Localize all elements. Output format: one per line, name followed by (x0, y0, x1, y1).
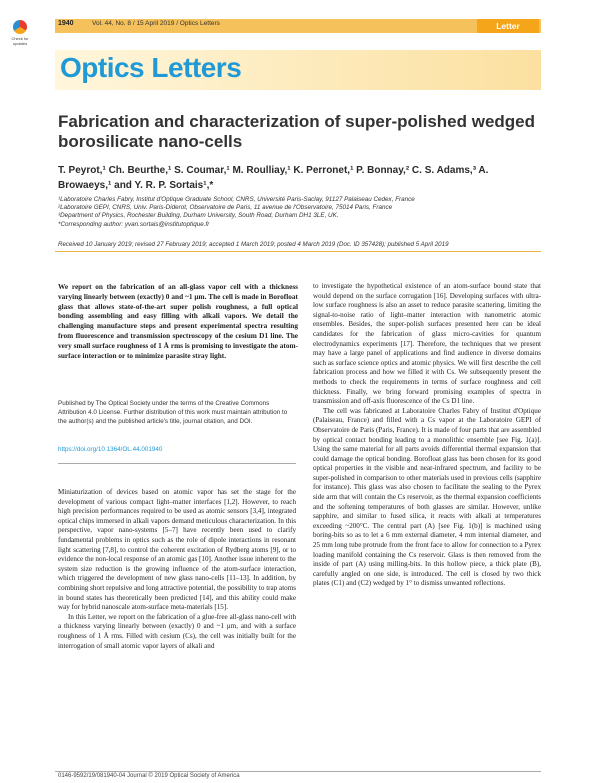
crossmark-text: Check for updates (11, 36, 29, 46)
license-text: Published by The Optical Society under the terms of the Creative Commons Attribution 4.0 License. Further distribution of this work must maintain attribution to the author(s) and the published article's title, journal citation, and DOI. (58, 400, 288, 425)
article-title: Fabrication and characterization of super-polished wedged borosilicate nano-cells (58, 112, 536, 151)
author-list: T. Peyrot,¹ Ch. Beurthe,¹ S. Coumar,¹ M. Roulliay,¹ K. Perronet,¹ P. Bonnay,² C. S. Adams,³ A. Browaeys,¹ and Y. R. P. Sortais¹,* (58, 165, 489, 191)
crossmark-icon (13, 20, 27, 34)
received-dates: Received 10 January 2019; revised 27 February 2019; accepted 1 March 2019; posted 4 March 2019 (Doc. ID 357428); published 5 April 2019 (58, 241, 449, 248)
abstract-divider (58, 463, 296, 464)
journal-name: Optics Letters (60, 52, 242, 83)
right-column-body (313, 282, 541, 589)
abstract: We report on the fabrication of an all-glass vapor cell with a thickness varying linearly between (exactly) 0 and ~1 μm. The cell is made in Borofloat glass that allows state-of-the-art super polish roughness, a full optical bonding assembling and easy filling with alkali vapors. We detail the challenging manufacture steps and present experimental spectra resulting from fluorescence and transmission spectroscopy of the cesium D1 line. The very small surface roughness of 1 Å rms is promising to investigate the atom-surface interaction or to minimize parasite stray light. (58, 282, 298, 360)
doi-link[interactable]: https://doi.org/10.1364/OL.44.001940 (58, 446, 163, 453)
affiliations (58, 196, 538, 229)
crossmark-badge[interactable] (6, 20, 34, 56)
paragraph: In this Letter, we report on the fabrication of a glue-free all-glass nano-cell with a thickness varying linearly between (exactly) 0 and ~1 μm, and with a surface roughness of 1 Å rms. Filled with cesium (Cs), the cell was initially built for the interrogation of small atomic vapor layers of alkali and (58, 612, 296, 650)
page-number: 1940 (58, 20, 74, 27)
affiliation-2: ²Laboratoire GEPI, CNRS, Univ. Paris-Diderot, Observatoire de Paris, 11 avenue de l'Observatoire, 75014 Paris, France (58, 204, 393, 212)
affiliation-1: ¹Laboratoire Charles Fabry, Institut d'Optique Graduate School, CNRS, Université Paris-Saclay, 91127 Palaiseau Cedex, France (58, 196, 415, 203)
section-label: Letter (477, 19, 539, 33)
affiliation-3: ³Department of Physics, Rochester Building, Durham University, South Road, Durham DH1 3LE, UK. (58, 212, 339, 220)
corresponding-author: *Corresponding author: yvan.sortais@institutoptique.fr (58, 220, 210, 228)
footer-text: 0146-9592/19/081940-04 Journal © 2019 Optical Society of America (58, 773, 240, 779)
paragraph: to investigate the hypothetical existence of an atom-surface bound state that would depend on the surface corrugation [16]. Developing surfaces with ultra-low surface roughness is also an asset to reduce parasite scattering, limiting the signal-to-noise ratio of light–matter interaction with nanometric atomic ensembles. Besides, the super-polish surfaces presented here can be ideal candidates for the fabrication of glass micro-cavities for quantum electrodynamics experiments [17]. Therefore, the techniques that we present may have a large panel of applications and find audience in diverse domains such as surface science optics and atomic physics. We will first describe the cell fabrication process and how we filled it with Cs. We subsequently present the methods to check the requirements in terms of surface roughness and cell thickness. Finally, we bring forward promising examples of spectra in transmission and off-axis fluorescence of the Cs D1 line. (313, 282, 541, 406)
volume-info: Vol. 44, No. 8 / 15 April 2019 / Optics Letters (92, 20, 220, 27)
paragraph: The cell was fabricated at Laboratoire Charles Fabry of Institut d'Optique (Palaiseau, France) and filled with a Cs vapor at the Laboratoire GEPI of Observatoire de Paris (Paris, France). It is made of four parts that are assembled by optical contact bonding leading to a monolithic ensemble [see Fig. 1(a)]. Using the same material for all parts avoids differential thermal expansion that could damage the optical bonding. Borofloat glass has been chosen for its good optical properties in the visible and near-infrared spectrum, and facility to be super-polished in comparison to other materials used in previous cells (sapphire for instance). This glass was also chosen to facilitate the sealing to the Pyrex side arm that will contain the Cs reservoir, as the thermal expansion coefficients and the softening temperatures of both glasses are similar. However, unlike sapphire, and similar to fused silica, it reacts with alkali at temperatures exceeding ~200°C. The central part (A) [see Fig. 1(b)] is machined using boring-bits so as to let a 6 mm external diameter, 4 mm internal diameter, and 25 mm long tube protrude from the front face to allow for connection to a Pyrex loading manifold containing the Cs reservoir. Glass is then removed from the inside of part (A) using milling-bits. In this hollow piece, a thick plate (B), carefully angled on one side, is introduced. The cell is closed by two thick plates (C1) and (C2) wedged by 1° to dismiss unwanted reflections. (313, 406, 541, 588)
left-column-body (58, 488, 296, 651)
footer-divider (55, 771, 541, 772)
divider (55, 251, 541, 252)
paragraph: Miniaturization of devices based on atomic vapor has set the stage for the development of various compact light–matter interfaces [1,2]. However, to reach high precision performances required to be used as atomic sensors [3,4], integrated optical chips immersed in alkali vapors demand meticulous characterization. In this perspective, vapor nano-systems [5–7] have recently been used to clarify fundamental problems in optics such as the role of dipole interactions in resonant light scattering [7,8], to control the coherent excitation of Rydberg atoms [9], or to evidence the non-local response of an atomic gas [10]. Another issue inherent to the system size reduction is the growing influence of the atom-surface interaction, which triggered the development of new glass nano-cells [11–13]. In addition, by combining short repulsive and long attractive potential, the possibility to trap atoms in bound states has theoretically been predicted [14], and this ability could make way for hybrid nanoscale atom-surface meta-materials [15]. (58, 488, 296, 612)
